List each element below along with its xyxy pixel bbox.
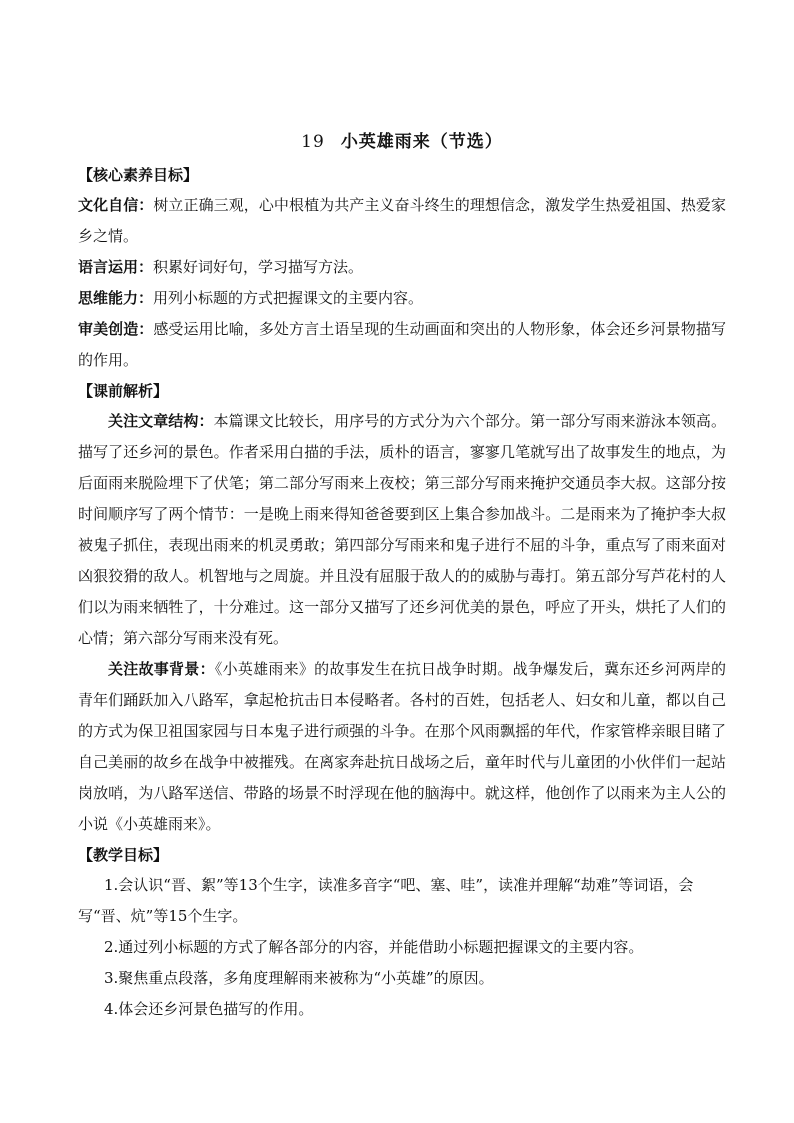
structure-text: 本篇课文比较长，用序号的方式分为六个部分。第一部分写雨来游泳本领高。描写了还乡河的景色。作者采用白描的手法，质朴的语言，寥寥几笔就写出了故事发生的地点，为后面雨来脱险埋下了伏笔；第二部分写雨来上夜校；第三部分写雨来掩护交通员李大叔。这部分按时间顺序写了两个情节：一是晚上雨来得知爸爸要到区上集合参加战斗。二是雨来为了掩护李大叔被鬼子抓住，表现出雨来的机灵勇敢；第四部分写雨来和鬼子进行不屈的斗争，重点写了雨来面对凶狠狡猾的敌人。机智地与之周旋。并且没有屈服于敌人的的威胁与毒打。第五部分写芦花村的人们以为雨来牺牲了，十分难过。这一部分又描写了还乡河优美的景色，呼应了开头，烘托了人们的心情；第六部分写雨来没有死。 [78,412,726,647]
document-page [78,128,726,1025]
core-goal-text: 积累好词好句，学习描写方法。 [153,258,364,276]
core-goal-text: 树立正确三观，心中根植为共产主义奋斗终生的理想信念，激发学生热爱祖国、热爱家乡之情。 [78,196,726,245]
background-text: 《小英雄雨来》的故事发生在抗日战争时期。战争爆发后，冀东还乡河两岸的青年们踊跃加入八路军，拿起枪抗击日本侵略者。各村的百姓，包括老人、妇女和儿童，都以自己的方式为保卫祖国家园与日本鬼子进行顽强的斗争。在那个风雨飘摇的年代，作家管桦亲眼目睹了自己美丽的故乡在战争中被摧残。在离家奔赴抗日战场之后，童年时代与儿童团的小伙伴们一起站岗放哨，为八路军送信、带路的场景不时浮现在他的脑海中。就这样，他创作了以雨来为主人公的小说《小英雄雨来》。 [78,660,726,833]
teaching-goal-item: 4.体会还乡河景色描写的作用。 [104,1000,314,1018]
teaching-goals-heading: 【教学目标】 [78,846,169,864]
teaching-goal-item: 3.聚焦重点段落，多角度理解雨来被称为“小英雄”的原因。 [104,969,494,987]
core-goal-aesthetic [78,314,726,376]
core-goal-thinking [78,283,726,314]
core-goal-label: 审美创造： [78,320,154,338]
preview-heading: 【课前解析】 [78,382,169,400]
core-goal-language [78,252,726,283]
lesson-title-text: 小英雄雨来（节选） [340,132,503,152]
core-goal-label: 语言运用： [78,258,154,276]
lesson-number: 19 [301,132,325,152]
background-paragraph [78,654,726,840]
structure-label: 关注文章结构： [108,412,214,430]
core-goal-culture [78,190,726,252]
core-goal-text: 感受运用比喻，多处方言土语呈现的生动画面和突出的人物形象，体会还乡河景物描写的作用。 [78,320,726,369]
core-goal-label: 思维能力： [78,289,154,307]
lesson-title [78,128,726,156]
structure-paragraph [78,406,726,654]
background-label: 关注故事背景： [108,660,215,678]
teaching-goal-item: 1.会认识“晋、絮”等13个生字，读准多音字“吧、塞、哇”，读准并理解“劫难”等词语，会写“晋、炕”等15个生字。 [78,876,694,925]
core-goal-label: 文化自信： [78,196,154,214]
core-goals-heading: 【核心素养目标】 [78,166,199,184]
teaching-goal-item: 2.通过列小标题的方式了解各部分的内容，并能借助小标题把握课文的主要内容。 [104,938,644,956]
core-goal-text: 用列小标题的方式把握课文的主要内容。 [153,289,424,307]
